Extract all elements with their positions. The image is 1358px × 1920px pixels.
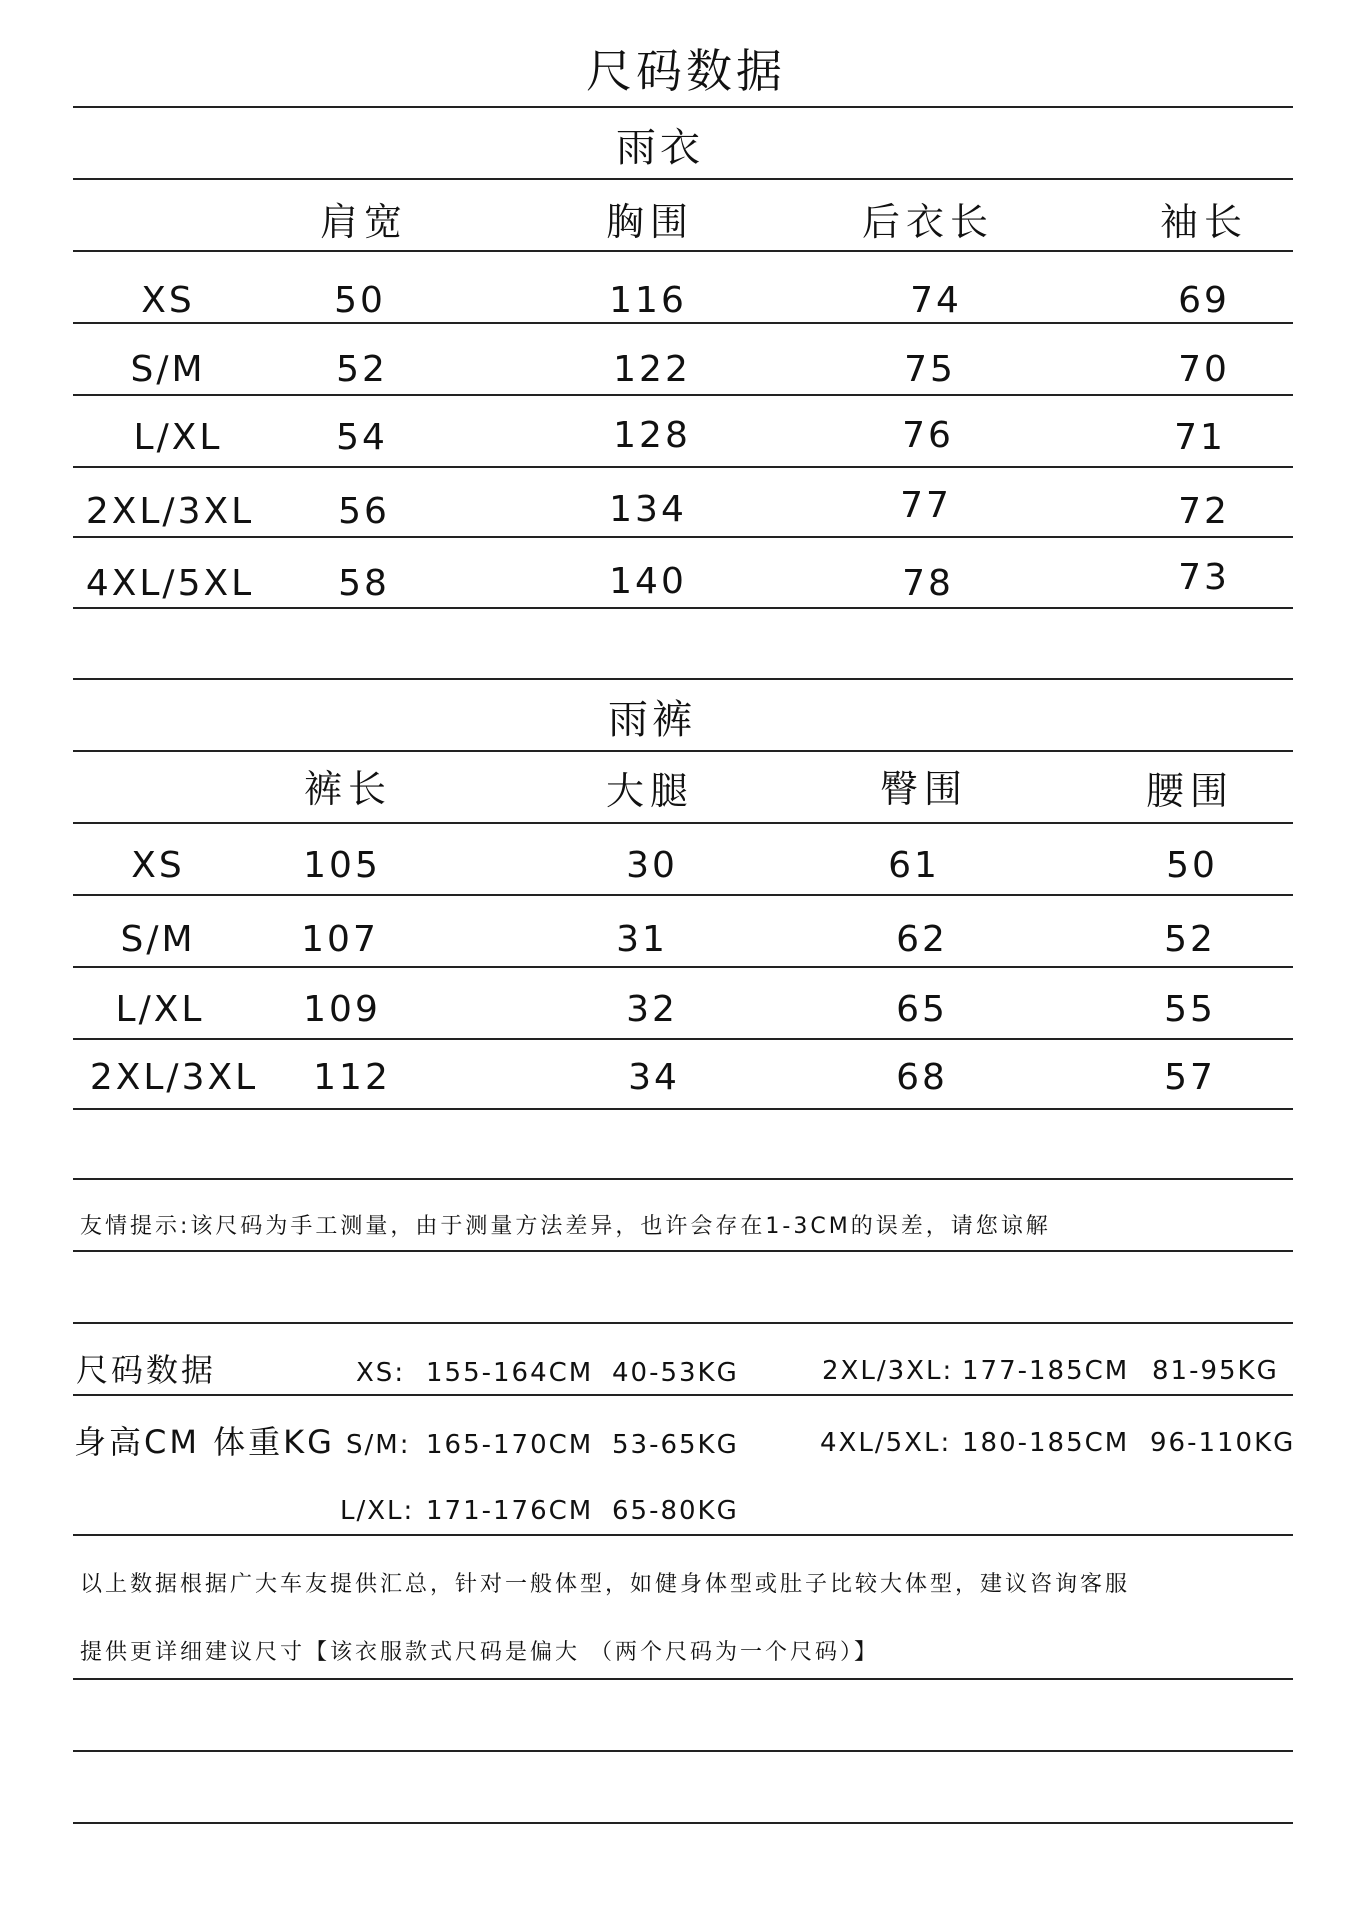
divider bbox=[73, 1750, 1293, 1752]
value-cell: 78 bbox=[902, 563, 954, 604]
size-guide-height: 155-164CM bbox=[426, 1358, 594, 1388]
value-cell: 61 bbox=[888, 845, 940, 886]
value-cell: 74 bbox=[910, 280, 962, 321]
size-guide-height: 171-176CM bbox=[426, 1496, 594, 1526]
value-cell: 70 bbox=[1178, 349, 1230, 390]
divider bbox=[73, 750, 1293, 752]
raincoat-section-title: 雨衣 bbox=[616, 125, 704, 171]
value-cell: 52 bbox=[1164, 919, 1216, 960]
value-cell: 50 bbox=[1166, 845, 1218, 886]
size-guide-size: L/XL: bbox=[340, 1496, 415, 1526]
size-label: S/M bbox=[130, 349, 206, 390]
value-cell: 112 bbox=[313, 1057, 391, 1098]
size-guide-size: 4XL/5XL: bbox=[820, 1428, 952, 1458]
size-label: 4XL/5XL bbox=[85, 563, 255, 604]
header-thigh: 大腿 bbox=[605, 769, 695, 813]
value-cell: 54 bbox=[336, 417, 388, 458]
value-cell: 77 bbox=[900, 485, 952, 526]
value-cell: 134 bbox=[609, 489, 687, 530]
size-guide-units-label: 身高CM 体重KG bbox=[74, 1423, 335, 1461]
size-guide-weight: 53-65KG bbox=[612, 1430, 739, 1460]
value-cell: 55 bbox=[1164, 989, 1216, 1030]
divider bbox=[73, 466, 1293, 468]
value-cell: 75 bbox=[904, 349, 956, 390]
value-cell: 56 bbox=[338, 491, 390, 532]
divider bbox=[73, 1322, 1293, 1324]
footer-note: 以上数据根据广大车友提供汇总，针对一般体型，如健身体型或肚子比较大体型，建议咨询客服 bbox=[80, 1572, 1131, 1597]
size-guide-height: 177-185CM bbox=[962, 1356, 1130, 1386]
measurement-tip: 友情提示:该尺码为手工测量，由于测量方法差异，也许会存在1-3CM的误差，请您谅解 bbox=[80, 1214, 1051, 1239]
divider bbox=[73, 322, 1293, 324]
value-cell: 105 bbox=[303, 845, 381, 886]
divider bbox=[73, 1678, 1293, 1680]
size-guide-weight: 65-80KG bbox=[612, 1496, 739, 1526]
footer-note: 提供更详细建议尺寸【该衣服款式尺码是偏大 （两个尺码为一个尺码）】 bbox=[80, 1640, 879, 1665]
value-cell: 52 bbox=[336, 349, 388, 390]
value-cell: 73 bbox=[1178, 557, 1230, 598]
size-label: 2XL/3XL bbox=[85, 491, 255, 532]
value-cell: 31 bbox=[616, 919, 668, 960]
divider bbox=[73, 894, 1293, 896]
value-cell: 62 bbox=[896, 919, 948, 960]
size-guide-size: S/M: bbox=[346, 1430, 411, 1460]
divider bbox=[73, 678, 1293, 680]
value-cell: 50 bbox=[334, 280, 386, 321]
header-hip: 臀围 bbox=[879, 767, 969, 811]
value-cell: 72 bbox=[1178, 491, 1230, 532]
value-cell: 128 bbox=[613, 415, 691, 456]
value-cell: 34 bbox=[628, 1057, 680, 1098]
rainpants-section-title: 雨裤 bbox=[608, 697, 696, 743]
value-cell: 109 bbox=[303, 989, 381, 1030]
header-pants-length: 裤长 bbox=[303, 767, 393, 811]
value-cell: 32 bbox=[626, 989, 678, 1030]
divider bbox=[73, 1534, 1293, 1536]
value-cell: 116 bbox=[609, 280, 687, 321]
divider bbox=[73, 1394, 1293, 1396]
value-cell: 58 bbox=[338, 563, 390, 604]
value-cell: 140 bbox=[609, 561, 687, 602]
value-cell: 76 bbox=[902, 415, 954, 456]
divider bbox=[73, 106, 1293, 108]
size-guide-weight: 81-95KG bbox=[1152, 1356, 1279, 1386]
value-cell: 122 bbox=[613, 349, 691, 390]
divider bbox=[73, 536, 1293, 538]
value-cell: 65 bbox=[896, 989, 948, 1030]
size-guide-size: XS: bbox=[356, 1358, 406, 1388]
size-label: 2XL/3XL bbox=[89, 1057, 259, 1098]
divider bbox=[73, 1178, 1293, 1180]
divider bbox=[73, 250, 1293, 252]
header-chest: 胸围 bbox=[605, 200, 695, 244]
value-cell: 107 bbox=[301, 919, 379, 960]
value-cell: 71 bbox=[1174, 417, 1226, 458]
size-guide-size: 2XL/3XL: bbox=[822, 1356, 954, 1386]
header-waist: 腰围 bbox=[1145, 769, 1235, 813]
size-label: XS bbox=[131, 845, 185, 886]
page-title: 尺码数据 bbox=[586, 44, 786, 98]
size-label: XS bbox=[141, 280, 195, 321]
size-guide-weight: 40-53KG bbox=[612, 1358, 739, 1388]
divider bbox=[73, 1108, 1293, 1110]
divider bbox=[73, 822, 1293, 824]
size-guide-weight: 96-110KG bbox=[1150, 1428, 1296, 1458]
size-guide-label: 尺码数据 bbox=[76, 1351, 217, 1389]
size-guide-height: 180-185CM bbox=[962, 1428, 1130, 1458]
divider bbox=[73, 178, 1293, 180]
size-guide-height: 165-170CM bbox=[426, 1430, 594, 1460]
divider bbox=[73, 1250, 1293, 1252]
header-sleeve: 袖长 bbox=[1159, 200, 1249, 244]
value-cell: 30 bbox=[626, 845, 678, 886]
divider bbox=[73, 1038, 1293, 1040]
divider bbox=[73, 1822, 1293, 1824]
divider bbox=[73, 607, 1293, 609]
header-shoulder: 肩宽 bbox=[319, 200, 409, 244]
divider bbox=[73, 966, 1293, 968]
size-label: L/XL bbox=[133, 417, 223, 458]
value-cell: 69 bbox=[1178, 280, 1230, 321]
size-label: S/M bbox=[120, 919, 196, 960]
size-label: L/XL bbox=[115, 989, 205, 1030]
value-cell: 57 bbox=[1164, 1057, 1216, 1098]
value-cell: 68 bbox=[896, 1057, 948, 1098]
divider bbox=[73, 394, 1293, 396]
header-back-length: 后衣长 bbox=[861, 200, 995, 244]
